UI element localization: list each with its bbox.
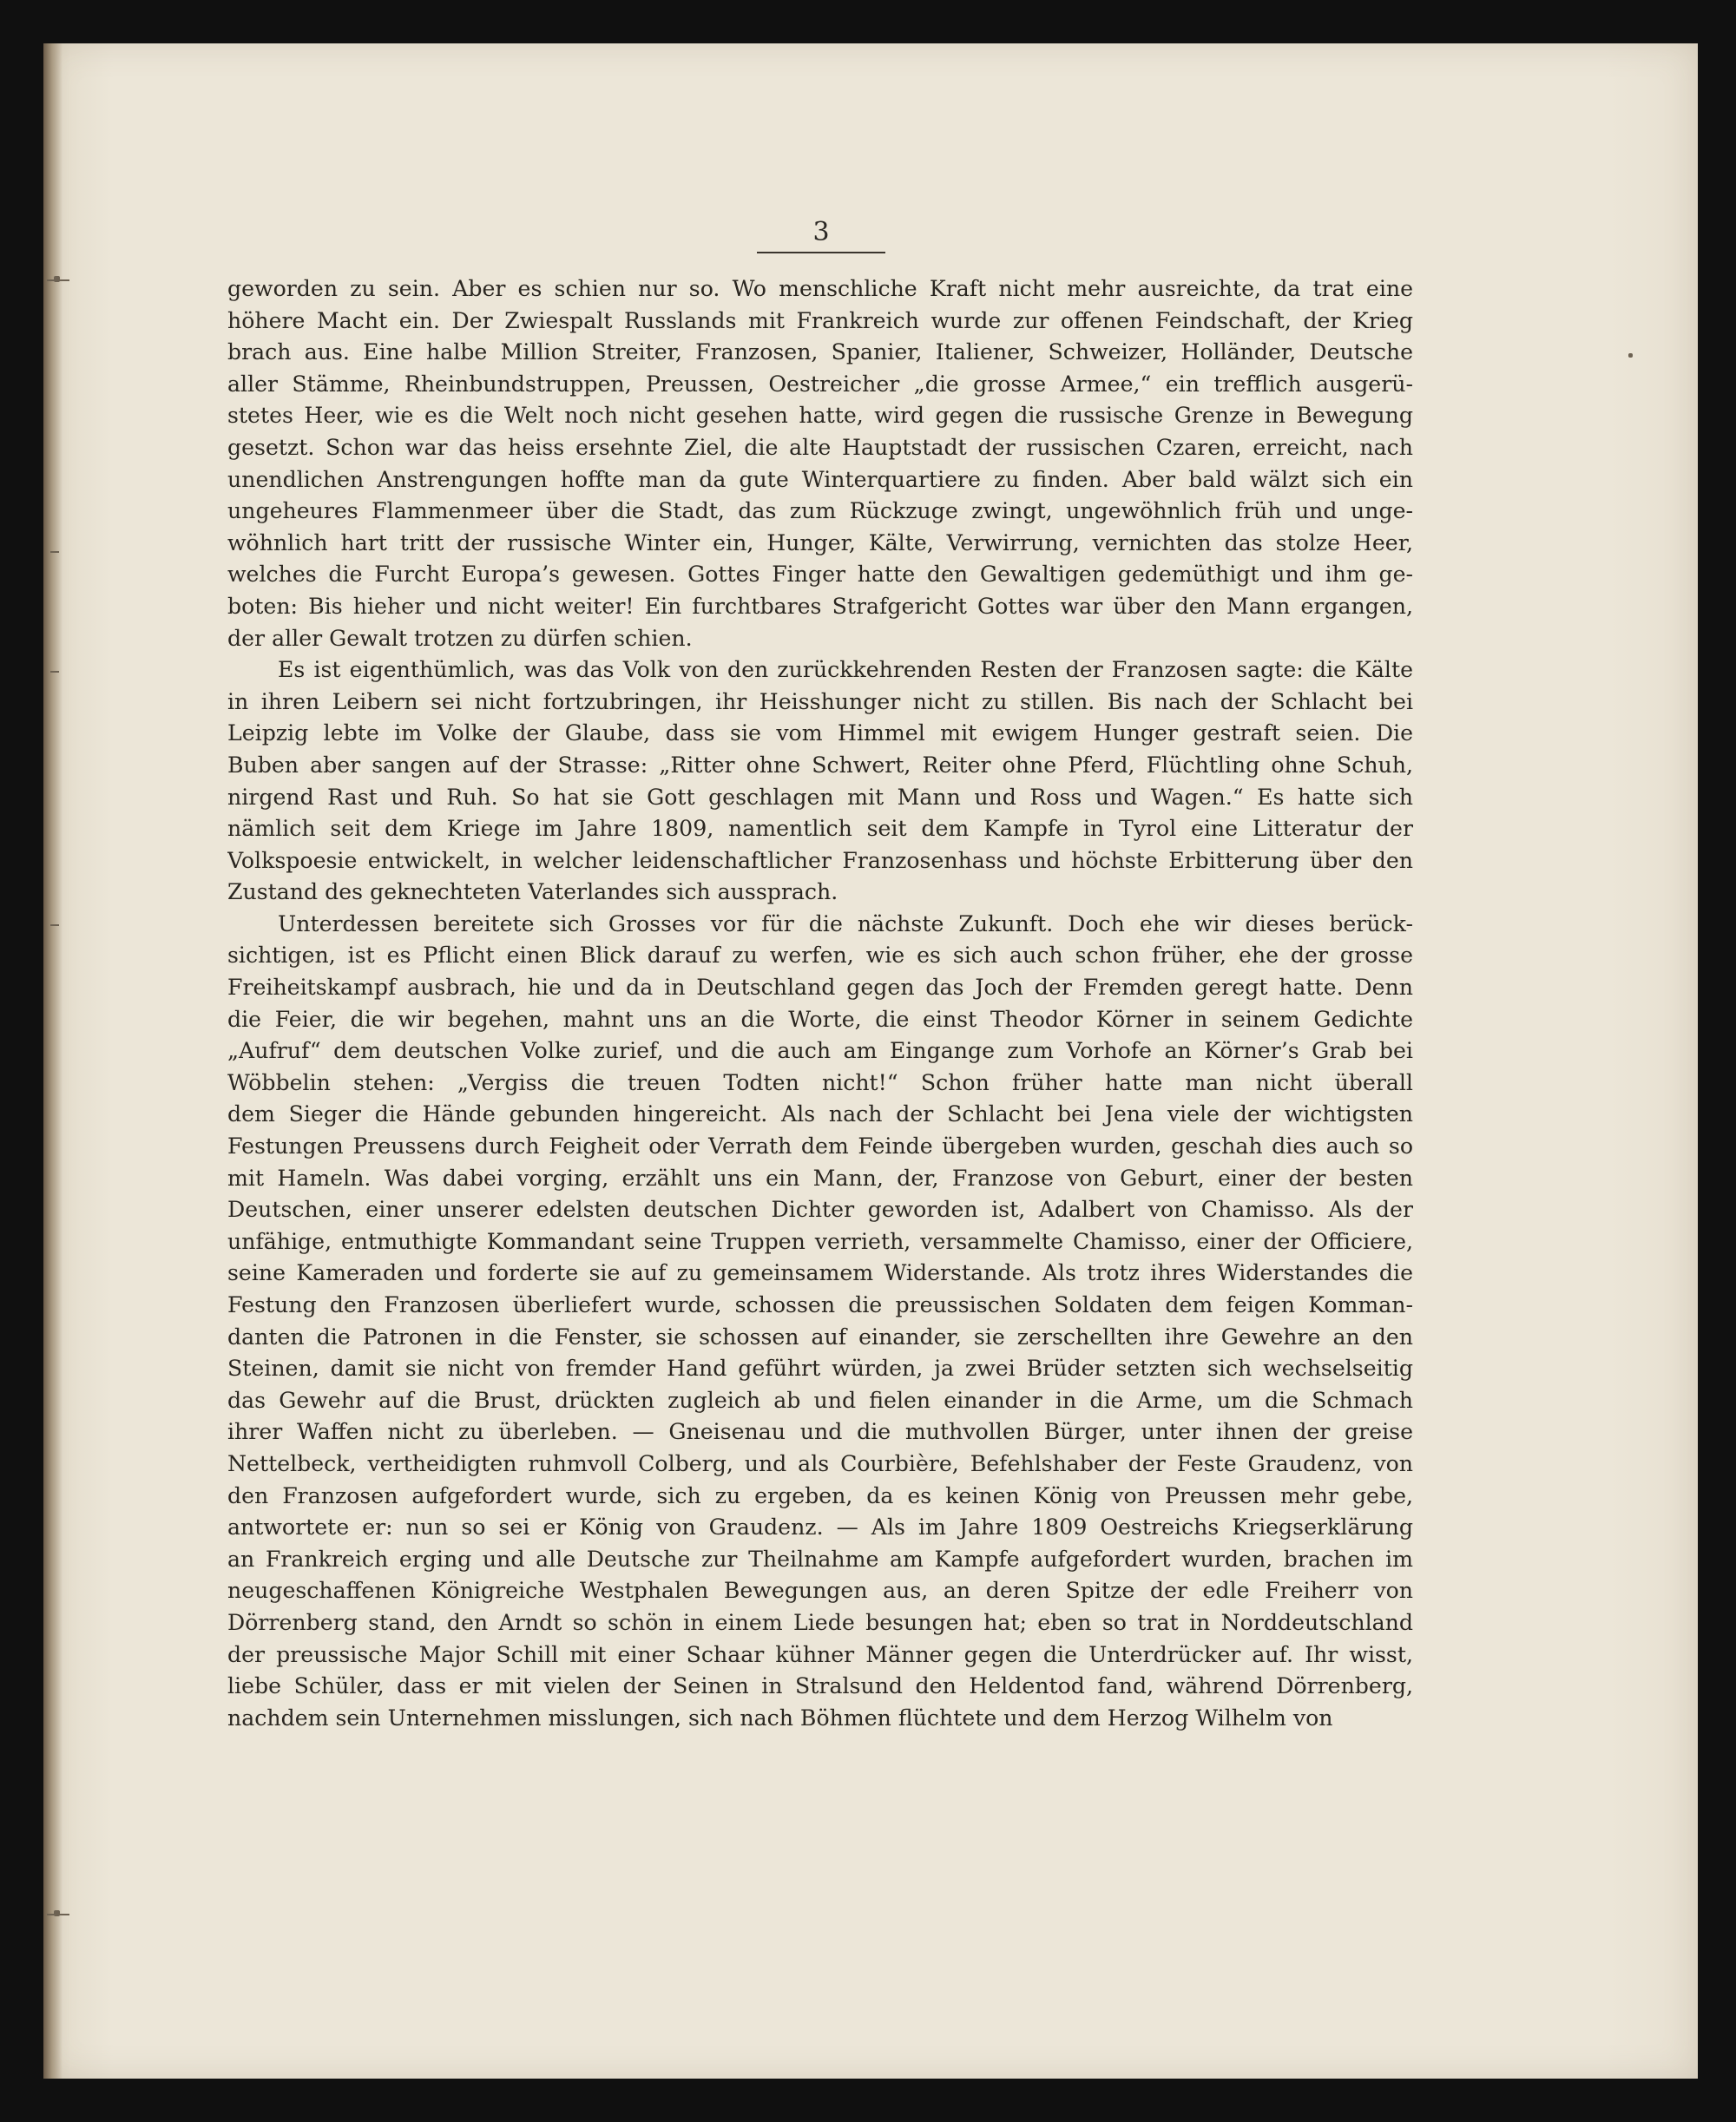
- text-line: Festung den Franzosen überliefert wurde, schossen die preussischen Soldaten dem feigen Komman-: [227, 1292, 1413, 1317]
- text-line: wöhnlich hart tritt der russische Winter ein, Hunger, Kälte, Verwirrung, vernichten das stolze Heer,: [227, 529, 1413, 555]
- text-line: an Frankreich erging und alle Deutsche zur Theilnahme am Kampfe aufgefordert wurden, brachen im: [227, 1546, 1413, 1572]
- text-line: nirgend Rast und Ruh. So hat sie Gott geschlagen mit Mann und Ross und Wagen.“ Es hatte sich: [227, 784, 1413, 810]
- text-line: liebe Schüler, dass er mit vielen der Seinen in Stralsund den Heldentod fand, während Dörrenberg,: [227, 1673, 1413, 1699]
- margin-mark: [50, 671, 59, 673]
- margin-mark: [54, 1910, 60, 1916]
- text-line: nachdem sein Unternehmen misslungen, sich nach Böhmen flüchtete und dem Herzog Wilhelm von: [227, 1705, 1333, 1731]
- text-line: geworden zu sein. Aber es schien nur so. Wo menschliche Kraft nicht mehr ausreichte, da trat eine: [227, 276, 1413, 301]
- text-line: Wöbbelin stehen: „Vergiss die treuen Todten nicht!“ Schon früher hatte man nicht überall: [227, 1069, 1413, 1095]
- text-line: unendlichen Anstrengungen hoffte man da gute Winterquartiere zu finden. Aber bald wälzt sich ein: [227, 466, 1413, 492]
- margin-mark: [1628, 353, 1633, 358]
- margin-mark: [50, 551, 59, 553]
- margin-mark: [54, 276, 60, 282]
- margin-mark: [50, 924, 59, 926]
- text-line: Steinen, damit sie nicht von fremder Hand geführt würden, ja zwei Brüder setzten sich wechselseitig: [227, 1356, 1413, 1382]
- text-line: die Feier, die wir begehen, mahnt uns an die Worte, die einst Theodor Körner in seinem Gedichte: [227, 1006, 1413, 1032]
- text-line: Dörrenberg stand, den Arndt so schön in einem Liede besungen hat; eben so trat in Norddeutschland: [227, 1609, 1413, 1635]
- text-line: stetes Heer, wie es die Welt noch nicht gesehen hatte, wird gegen die russische Grenze in Bewegung: [227, 403, 1413, 429]
- text-line: der aller Gewalt trotzen zu dürfen schien.: [227, 625, 693, 651]
- text-line: boten: Bis hieher und nicht weiter! Ein furchtbares Strafgericht Gottes war über den Mann ergangen,: [227, 593, 1413, 619]
- text-line: Leipzig lebte im Volke der Glaube, dass sie vom Himmel mit ewigem Hunger gestraft seien. Die: [227, 720, 1413, 746]
- text-line: nämlich seit dem Kriege im Jahre 1809, namentlich seit dem Kampfe in Tyrol eine Litteratur der: [227, 816, 1413, 842]
- text-line: Nettelbeck, vertheidigten ruhmvoll Colberg, und als Courbière, Befehlshaber der Feste Graudenz, von: [227, 1450, 1413, 1476]
- text-line: welches die Furcht Europa’s gewesen. Gottes Finger hatte den Gewaltigen gedemüthigt und ihm ge-: [227, 562, 1413, 588]
- text-line: ihrer Waffen nicht zu überleben. — Gneisenau und die muthvollen Bürger, unter ihnen der greise: [227, 1419, 1413, 1445]
- text-line: gesetzt. Schon war das heiss ersehnte Ziel, die alte Hauptstadt der russischen Czaren, erreicht, nach: [227, 434, 1413, 460]
- body-text: [227, 273, 1413, 1734]
- text-line: Es ist eigenthümlich, was das Volk von den zurückkehrenden Resten der Franzosen sagte: die Kälte: [278, 657, 1413, 683]
- text-line: brach aus. Eine halbe Million Streiter, Franzosen, Spanier, Italiener, Schweizer, Holländer, Deutsche: [227, 339, 1413, 365]
- text-line: Deutschen, einer unserer edelsten deutschen Dichter geworden ist, Adalbert von Chamisso. Als der: [227, 1197, 1413, 1223]
- text-line: mit Hameln. Was dabei vorging, erzählt uns ein Mann, der, Franzose von Geburt, einer der besten: [227, 1165, 1413, 1191]
- text-line: der preussische Major Schill mit einer Schaar kühner Männer gegen die Unterdrücker auf. Ihr wisst,: [227, 1641, 1413, 1667]
- text-line: aller Stämme, Rheinbundstruppen, Preussen, Oestreicher „die grosse Armee,“ ein trefflich ausgerü-: [227, 371, 1413, 397]
- text-line: Festungen Preussens durch Feigheit oder Verrath dem Feinde übergeben wurden, geschah dies auch so: [227, 1133, 1413, 1160]
- text-line: ungeheures Flammenmeer über die Stadt, das zum Rückzuge zwingt, ungewöhnlich früh und unge-: [227, 498, 1413, 524]
- paragraph: [227, 909, 1413, 1734]
- paragraph: [227, 654, 1413, 909]
- text-line: Zustand des geknechteten Vaterlandes sich aussprach.: [227, 879, 838, 905]
- text-line: „Aufruf“ dem deutschen Volke zurief, und die auch am Eingange zum Vorhofe an Körner’s Grab bei: [227, 1038, 1413, 1064]
- text-line: Freiheitskampf ausbrach, hie und da in Deutschland gegen das Joch der Fremden geregt hatte. Denn: [227, 975, 1413, 1001]
- text-line: Volkspoesie entwickelt, in welcher leidenschaftlicher Franzosenhass und höchste Erbitterung über den: [227, 847, 1413, 873]
- text-line: seine Kameraden und forderte sie auf zu gemeinsamem Widerstande. Als trotz ihres Widerstandes die: [227, 1260, 1413, 1286]
- text-line: Buben aber sangen auf der Strasse: „Ritter ohne Schwert, Reiter ohne Pferd, Flüchtling ohne Schuh,: [227, 752, 1413, 778]
- text-line: sichtigen, ist es Pflicht einen Blick darauf zu werfen, wie es sich auch schon früher, ehe der grosse: [227, 943, 1413, 969]
- text-line: neugeschaffenen Königreiche Westphalen Bewegungen aus, an deren Spitze der edle Freiherr von: [227, 1578, 1413, 1604]
- text-line: Unterdessen bereitete sich Grosses vor für die nächste Zukunft. Doch ehe wir dieses berück-: [278, 910, 1413, 936]
- header-rule: [757, 252, 885, 253]
- text-line: den Franzosen aufgefordert wurde, sich zu ergeben, da es keinen König von Preussen mehr gebe,: [227, 1482, 1413, 1508]
- page-number: 3: [812, 217, 830, 247]
- text-line: höhere Macht ein. Der Zwiespalt Russlands mit Frankreich wurde zur offenen Feindschaft, der Krieg: [227, 307, 1413, 333]
- text-line: dem Sieger die Hände gebunden hingereicht. Als nach der Schlacht bei Jena viele der wichtigsten: [227, 1101, 1413, 1127]
- text-line: antwortete er: nun so sei er König von Graudenz. — Als im Jahre 1809 Oestreichs Kriegserklärung: [227, 1514, 1413, 1541]
- page-binding-edge: [43, 43, 62, 2079]
- paragraph: [227, 273, 1413, 654]
- text-line: in ihren Leibern sei nicht fortzubringen, ihr Heisshunger nicht zu stillen. Bis nach der Schlacht bei: [227, 688, 1413, 714]
- text-line: unfähige, entmuthigte Kommandant seine Truppen verrieth, versammelte Chamisso, einer der Officiere,: [227, 1228, 1413, 1254]
- text-line: danten die Patronen in die Fenster, sie schossen auf einander, sie zerschellten ihre Gewehre an den: [227, 1324, 1413, 1350]
- page-number-header: [757, 217, 885, 253]
- text-line: das Gewehr auf die Brust, drückten zugleich ab und fielen einander in die Arme, um die Schmach: [227, 1387, 1413, 1413]
